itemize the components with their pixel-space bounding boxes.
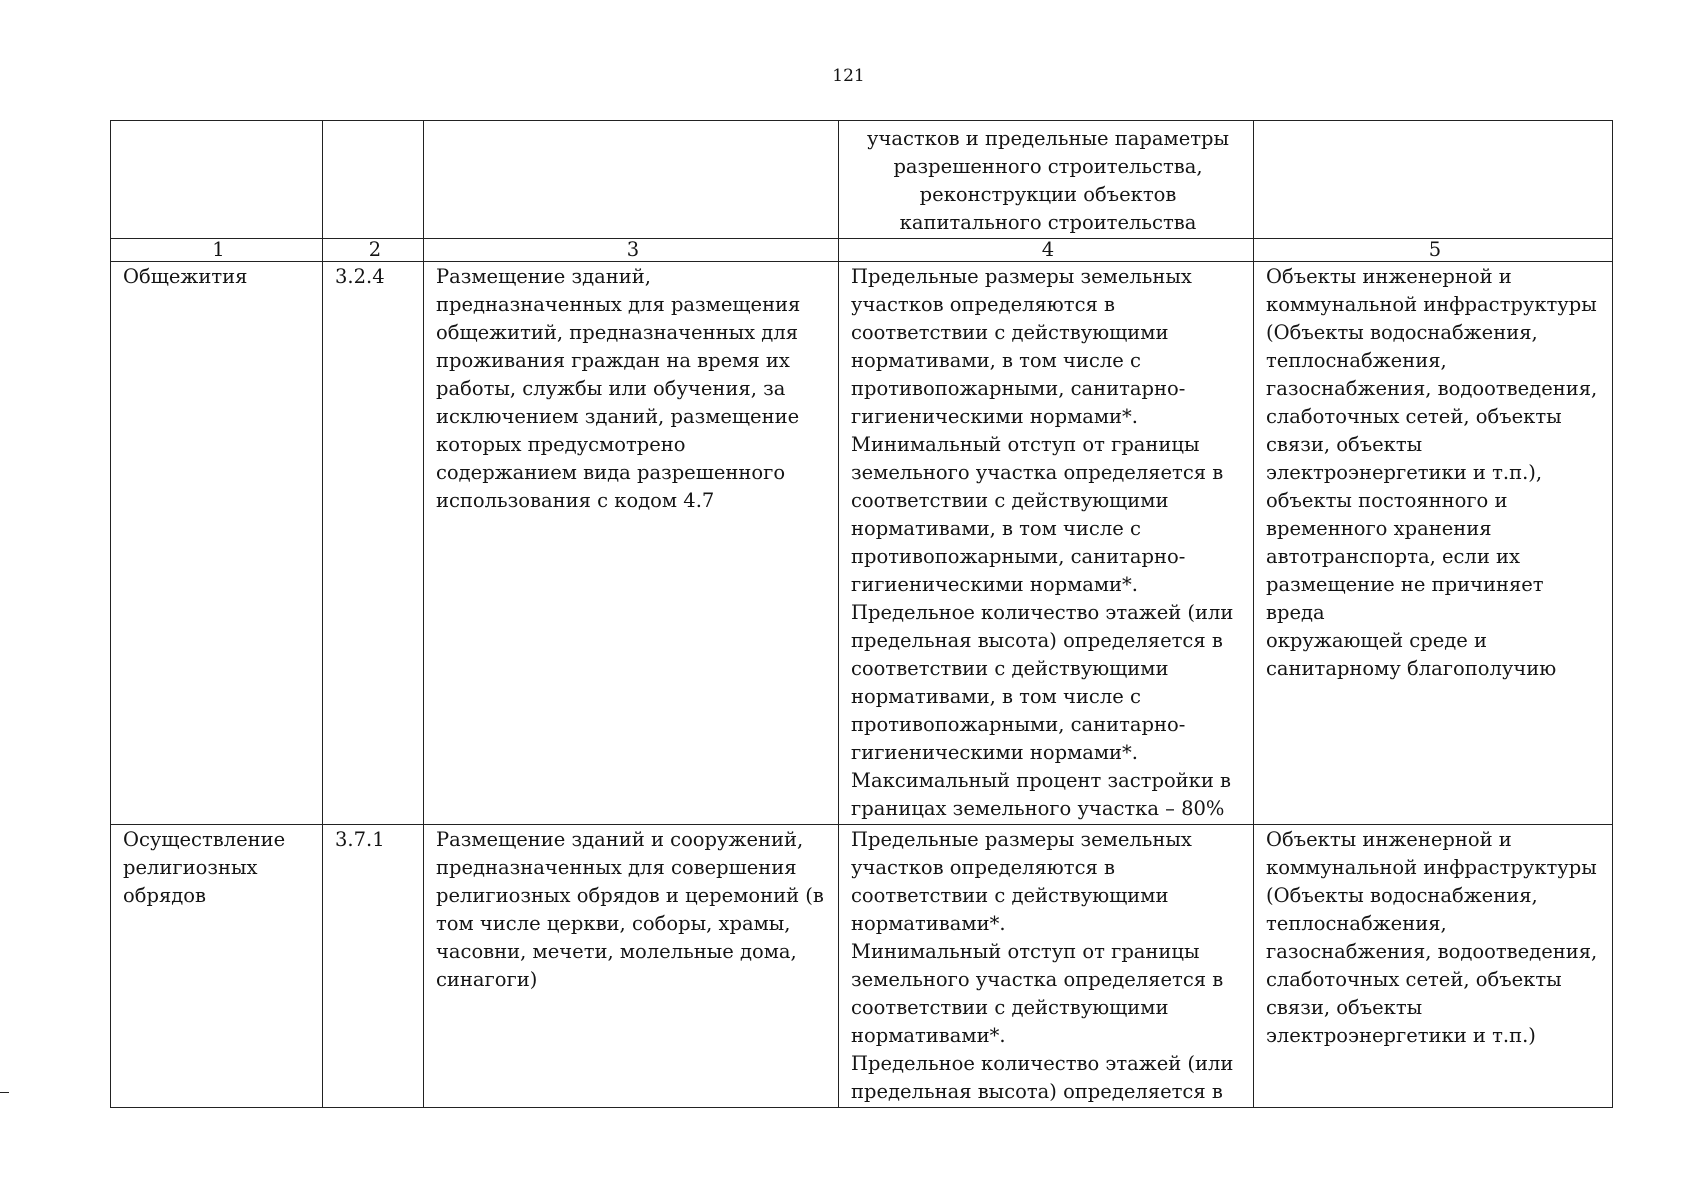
continuation-cell-3	[424, 121, 839, 239]
land-use-table	[110, 120, 1613, 1108]
use-name-cell: Общежития	[111, 262, 323, 825]
table-row	[111, 262, 1613, 825]
column-number-2: 2	[323, 239, 424, 262]
table-row-continuation	[111, 121, 1613, 239]
use-code-cell: 3.7.1	[323, 825, 424, 1108]
use-name-cell: Осуществление религиозных обрядов	[111, 825, 323, 1108]
column-number-1: 1	[111, 239, 323, 262]
table-row	[111, 825, 1613, 1108]
use-description-cell: Размещение зданий, предназначенных для размещения общежитий, предназначенных для проживания граждан на время их работы, службы или обучения, за исключением зданий, размещение которых предусмотрено содержанием вида разрешенного использования с кодом 4.7	[424, 262, 839, 825]
continuation-cell-2	[323, 121, 424, 239]
continuation-cell-4: участков и предельные параметры разрешенного строительства, реконструкции объектов капитального строительства	[839, 121, 1254, 239]
column-number-4: 4	[839, 239, 1254, 262]
auxiliary-uses-cell: Объекты инженерной и коммунальной инфраструктуры (Объекты водоснабжения, теплоснабжения, газоснабжения, водоотведения, слаботочных сетей, объекты связи, объекты электроэнергетики и т.п.)	[1254, 825, 1613, 1108]
use-code-cell: 3.2.4	[323, 262, 424, 825]
continuation-cell-1	[111, 121, 323, 239]
column-number-3: 3	[424, 239, 839, 262]
margin-dash	[0, 1092, 9, 1093]
page-number: 121	[832, 66, 865, 86]
parameters-cell: Предельные размеры земельных участков определяются в соответствии с действующими нормативами*. Минимальный отступ от границы земельного участка определяется в соответствии с действующими нормативами*. Предельное количество этажей (или предельная высота) определяется в	[839, 825, 1254, 1108]
auxiliary-uses-cell: Объекты инженерной и коммунальной инфраструктуры (Объекты водоснабжения, теплоснабжения, газоснабжения, водоотведения, слаботочных сетей, объекты связи, объекты электроэнергетики и т.п.), объекты постоянного и временного хранения автотранспорта, если их размещение не причиняет вреда окружающей среде и санитарному благополучию	[1254, 262, 1613, 825]
parameters-cell: Предельные размеры земельных участков определяются в соответствии с действующими нормативами, в том числе с противопожарными, санитарно- гигиеническими нормами*. Минимальный отступ от границы земельного участка определяется в соответствии с действующими нормативами, в том числе с противопожарными, санитарно- гигиеническими нормами*. Предельное количество этажей (или предельная высота) определяется в соответствии с действующими нормативами, в том числе с противопожарными, санитарно- гигиеническими нормами*. Максимальный процент застройки в границах земельного участка – 80%	[839, 262, 1254, 825]
continuation-cell-5	[1254, 121, 1613, 239]
column-number-5: 5	[1254, 239, 1613, 262]
use-description-cell: Размещение зданий и сооружений, предназначенных для совершения религиозных обрядов и церемоний (в том числе церкви, соборы, храмы, часовни, мечети, молельные дома, синагоги)	[424, 825, 839, 1108]
column-number-row	[111, 239, 1613, 262]
